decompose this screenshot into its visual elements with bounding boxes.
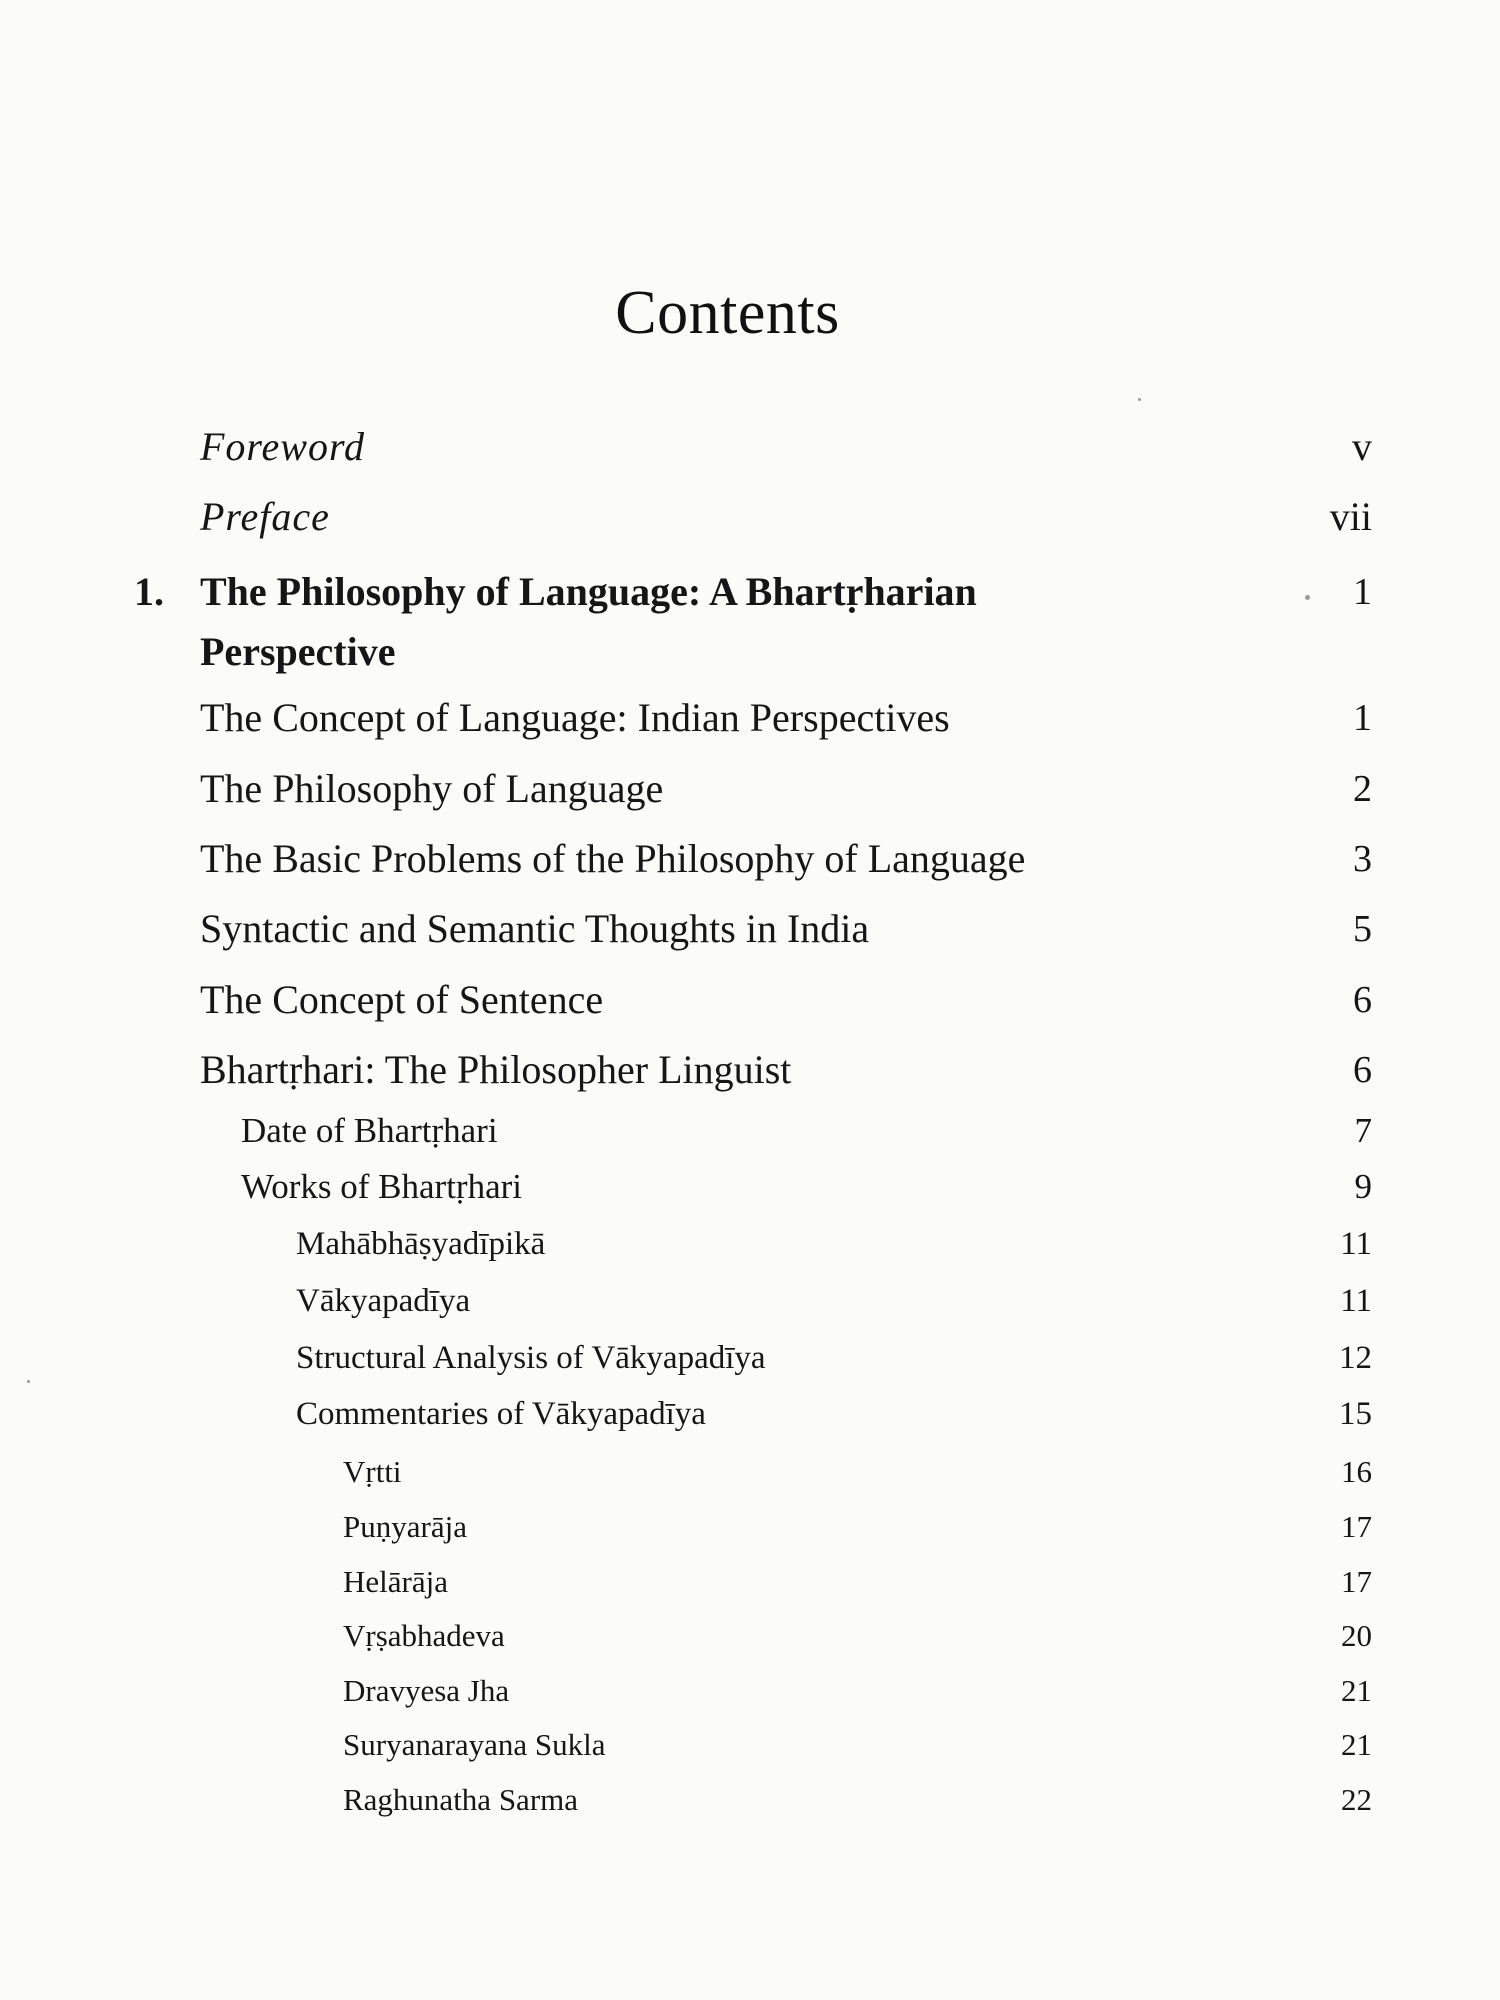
toc-entry-section[interactable] [0,688,1500,748]
toc-entry-page: 2 [1353,768,1372,810]
toc-entry-section[interactable] [0,970,1500,1030]
toc-entry-page: 16 [1341,1454,1372,1489]
toc-entry-work[interactable] [0,1214,1500,1274]
toc-entry-page: 6 [1353,1049,1372,1091]
toc-entry-label: Helārāja [343,1564,448,1599]
toc-entry-label: Syntactic and Semantic Thoughts in India [200,906,870,951]
toc-entry-preface[interactable] [0,487,1500,547]
toc-entry-page: 12 [1339,1340,1372,1376]
toc-entry-section[interactable] [0,829,1500,889]
chapter-number: 1. [134,569,164,614]
chapter-title-line1: The Philosophy of Language: A Bhartṛharian [200,569,977,614]
toc-entry-label: Suryanarayana Sukla [343,1727,606,1762]
toc-entry-commentary[interactable] [0,1552,1500,1612]
chapter-title-line2: Perspective [200,629,396,674]
toc-entry-commentary[interactable] [0,1606,1500,1666]
toc-entry-label: Preface [200,494,330,539]
toc-entry-subsection[interactable] [0,1101,1500,1161]
toc-entry-label: Puṇyarāja [343,1509,467,1544]
toc-entry-commentary[interactable] [0,1442,1500,1502]
toc-entry-page: 22 [1341,1782,1372,1817]
toc-entry-page: 9 [1354,1167,1372,1206]
toc-entry-commentary[interactable] [0,1661,1500,1721]
toc-entry-page: 3 [1353,838,1372,880]
toc-entry-page: 5 [1353,908,1372,950]
toc-entry-label: Bhartṛhari: The Philosopher Linguist [200,1047,792,1092]
scan-speck [27,1380,30,1383]
scan-speck [1305,595,1310,600]
toc-entry-page: 11 [1340,1283,1372,1319]
toc-entry-section[interactable] [0,899,1500,959]
scan-speck [1138,398,1141,401]
toc-entry-label: The Concept of Sentence [200,977,604,1022]
toc-entry-label: Mahābhāṣyadīpikā [296,1226,546,1262]
toc-entry-section[interactable] [0,1040,1500,1100]
toc-entry-page: 21 [1341,1727,1372,1762]
toc-entry-label: The Concept of Language: Indian Perspectives [200,695,950,740]
toc-entry-page: 6 [1353,979,1372,1021]
toc-entry-commentary[interactable] [0,1715,1500,1775]
toc-entry-commentary[interactable] [0,1770,1500,1830]
toc-entry-page: 1 [1353,697,1372,739]
toc-entry-label: Vṛṣabhadeva [343,1618,505,1653]
toc-entry-page: 21 [1341,1673,1372,1708]
toc-entry-work[interactable] [0,1271,1500,1331]
toc-entry-label: Commentaries of Vākyapadīya [296,1396,706,1432]
toc-entry-label: Works of Bhartṛhari [241,1167,522,1206]
toc-entry-page: v [1352,424,1372,469]
toc-entry-label: Dravyesa Jha [343,1673,510,1708]
toc-entry-subsection[interactable] [0,1157,1500,1217]
toc-entry-page: 11 [1340,1226,1372,1262]
toc-entry-label: Structural Analysis of Vākyapadīya [296,1340,766,1376]
toc-entry-label: Foreword [200,424,366,469]
toc-entry-page: 1 [1353,571,1372,613]
toc-entry-page: 17 [1341,1509,1372,1544]
toc-entry-page: vii [1329,494,1372,539]
toc-entry-label: The Philosophy of Language [200,766,664,811]
page-title: Contents [615,279,840,347]
toc-entry-label: Vākyapadīya [296,1283,471,1319]
toc-entry-work[interactable] [0,1384,1500,1444]
toc-entry-page: 17 [1341,1564,1372,1599]
toc-entry-commentary[interactable] [0,1497,1500,1557]
toc-entry-label: Date of Bhartṛhari [241,1111,498,1150]
toc-entry-foreword[interactable] [0,417,1500,477]
toc-entry-label: Raghunatha Sarma [343,1782,579,1817]
toc-entry-work[interactable] [0,1328,1500,1388]
toc-entry-section[interactable] [0,759,1500,819]
toc-entry-page: 20 [1341,1618,1372,1653]
toc-entry-page: 7 [1354,1111,1372,1150]
toc-entry-label: Vṛtti [343,1454,402,1489]
toc-entry-label: The Basic Problems of the Philosophy of Language [200,836,1026,881]
toc-entry-chapter-1[interactable] [0,562,1500,622]
toc-entry-page: 15 [1339,1396,1372,1432]
